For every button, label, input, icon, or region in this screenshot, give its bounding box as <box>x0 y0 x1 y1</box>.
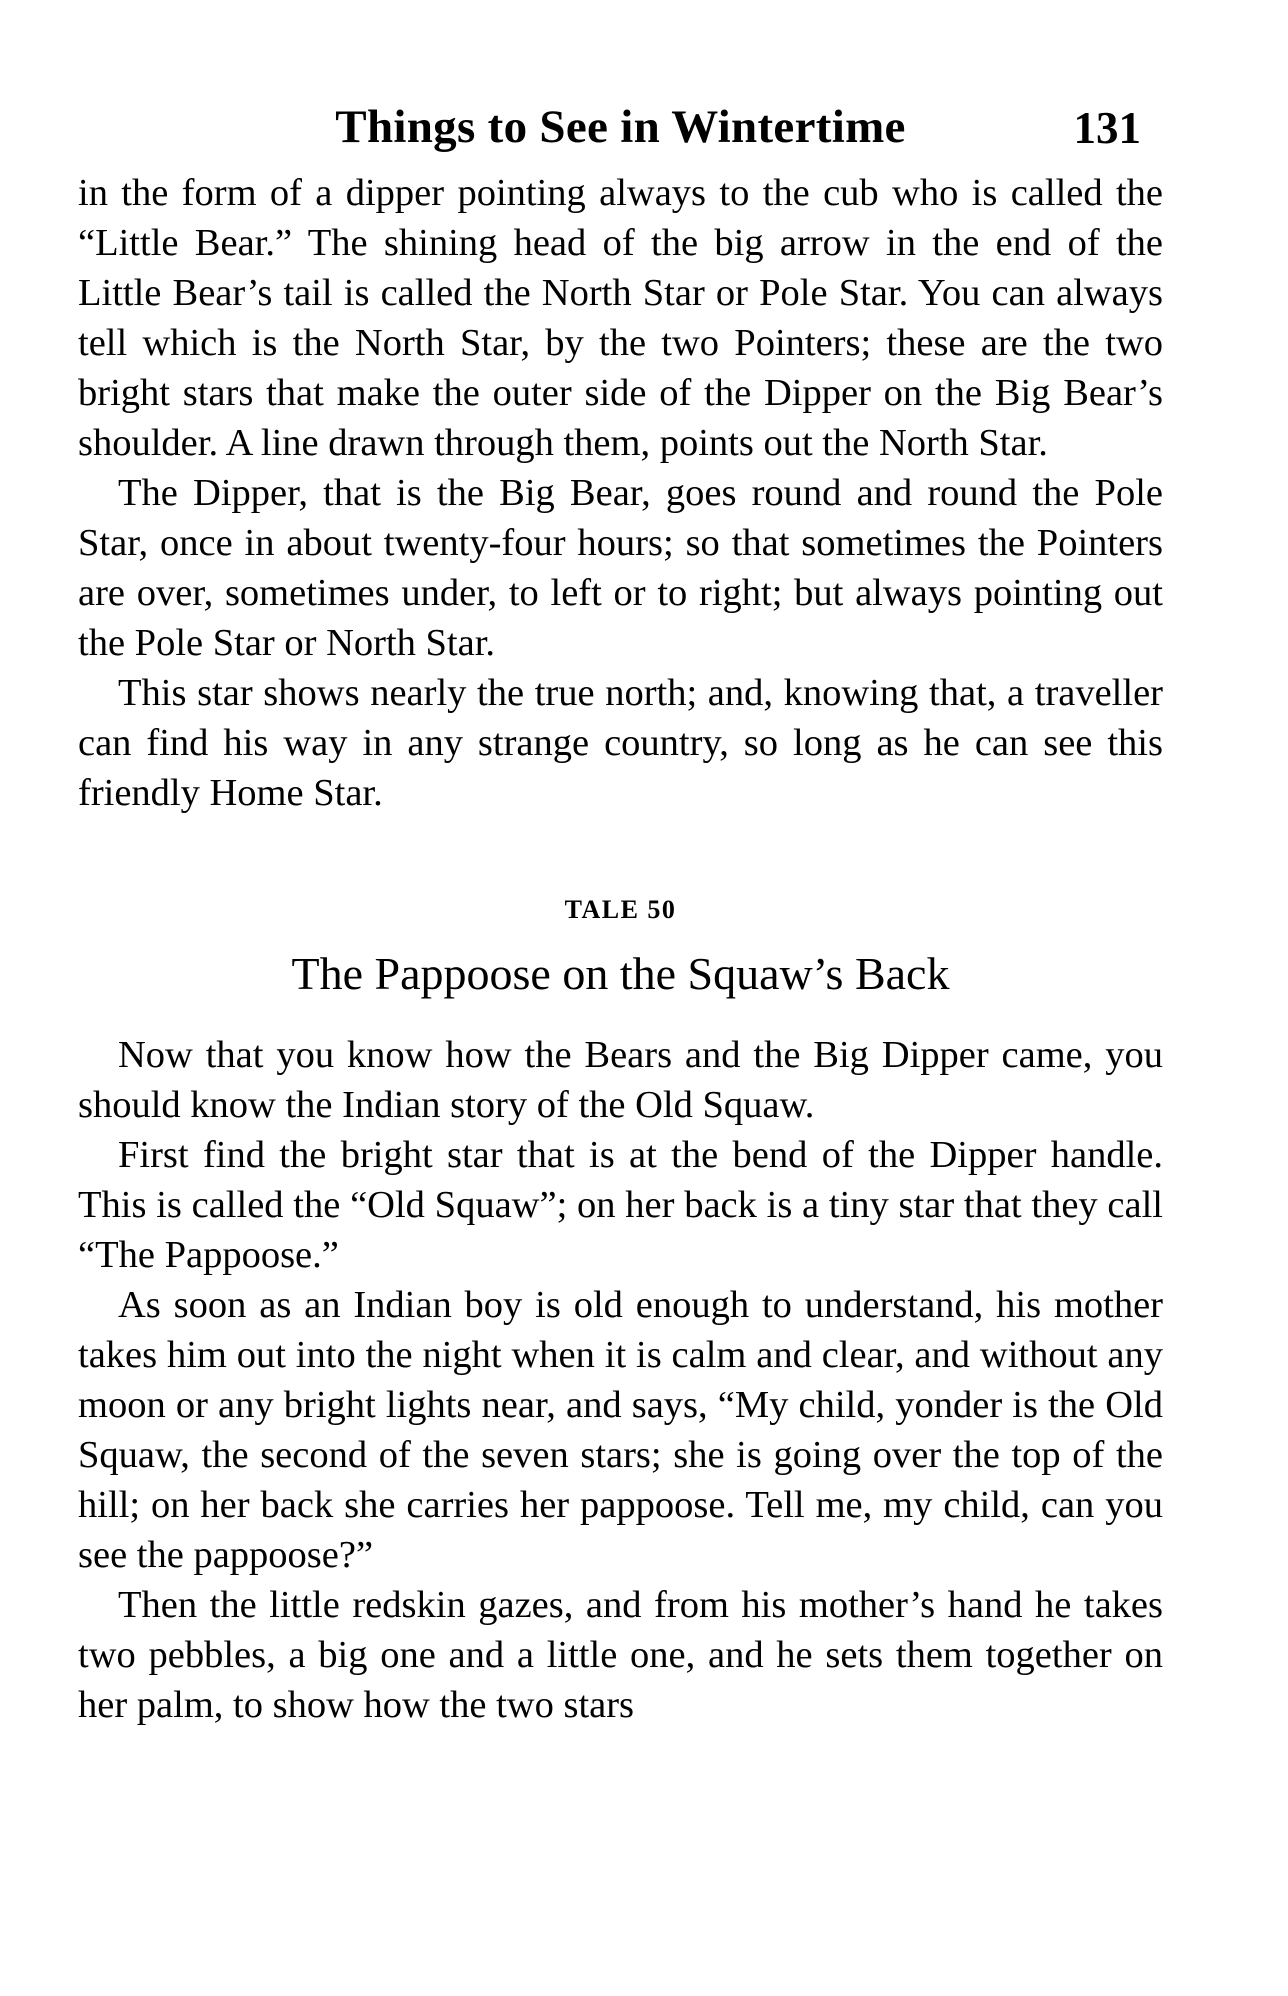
paragraph-dipper-rotation: The Dipper, that is the Big Bear, goes round and round the Pole Star, once in about twenty-four hours; so that sometimes the Pointers are over, sometimes under, to left or to right; but always pointing out the Pole Star or North Star. <box>78 472 1163 664</box>
paragraph-true-north: This star shows nearly the true north; and, knowing that, a traveller can find his way in any strange country, so long as he can see this friendly Home Star. <box>78 672 1163 814</box>
paragraph-pebbles: Then the little redskin gazes, and from his mother’s hand he takes two pebbles, a big one and a little one, and he sets them together on her palm, to show how the two stars <box>78 1584 1163 1726</box>
page-number: 131 <box>1073 103 1141 153</box>
paragraph-mother-night: As soon as an Indian boy is old enough to understand, his mother takes him out into the night when it is calm and clear, and without any moon or any bright lights near, and says, “My child, yonder is the Old Squaw, the second of the seven stars; she is going over the top of the hill; on her back she carries her pappoose. Tell me, my child, can you see the pappoose?” <box>78 1284 1163 1576</box>
running-head-title: Things to See in Wintertime <box>335 101 906 153</box>
tale-title: The Pappoose on the Squaw’s Back <box>291 948 950 999</box>
tale-number-label: TALE 50 <box>564 895 677 924</box>
paragraph-tale-intro: Now that you know how the Bears and the Big Dipper came, you should know the Indian story of the Old Squaw. <box>78 1034 1163 1126</box>
paragraph-continued: in the form of a dipper pointing always to the cub who is called the “Little Bear.” The shining head of the big arrow in the end of the Little Bear’s tail is called the North Star or Pole Star. You can always tell which is the North Star, by the two Pointers; these are the two bright stars that make the outer side of the Dipper on the Big Bear’s shoulder. A line drawn through them, points out the North Star. <box>78 172 1163 464</box>
book-page <box>78 100 1163 1730</box>
running-head <box>78 100 1163 160</box>
paragraph-old-squaw-star: First find the bright star that is at the bend of the Dipper handle. This is called the “Old Squaw”; on her back is a tiny star that they call “The Pappoose.” <box>78 1134 1163 1276</box>
